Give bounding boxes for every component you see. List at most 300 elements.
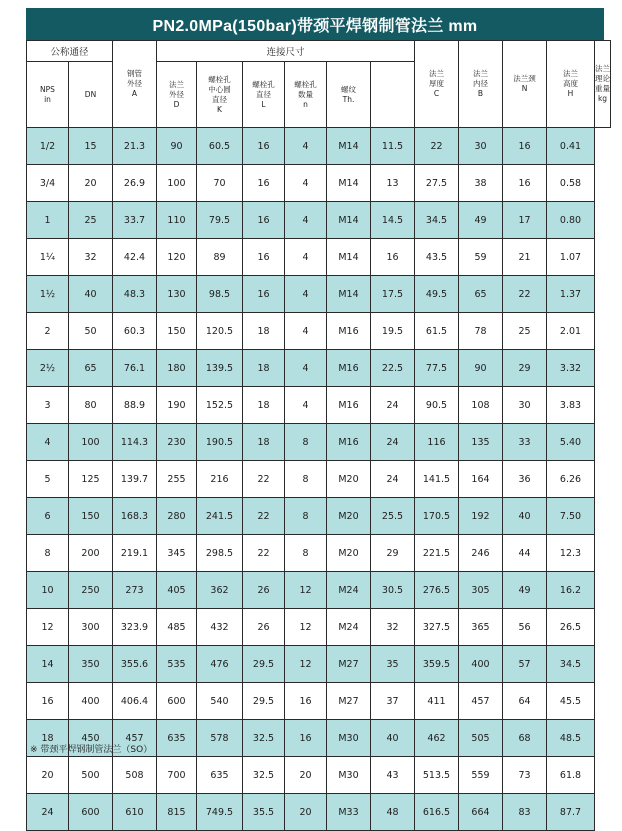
cell-h: 30 [503, 387, 547, 424]
cell-l: 18 [243, 387, 285, 424]
cell-b: 276.5 [415, 572, 459, 609]
cell-l: 32.5 [243, 720, 285, 757]
cell-k: 241.5 [197, 498, 243, 535]
cell-nps: 18 [27, 720, 69, 757]
cell-b: 616.5 [415, 794, 459, 831]
cell-b: 411 [415, 683, 459, 720]
cell-b: 43.5 [415, 239, 459, 276]
cell-a: 21.3 [113, 128, 157, 165]
cell-neck: 30 [459, 128, 503, 165]
table-row [27, 572, 611, 609]
header-line: 法兰 [429, 69, 444, 78]
cell-th: M24 [327, 609, 371, 646]
table-row [27, 387, 611, 424]
cell-c: 16 [371, 239, 415, 276]
cell-b: 22 [415, 128, 459, 165]
cell-neck: 664 [459, 794, 503, 831]
cell-a: 610 [113, 794, 157, 831]
cell-k: 216 [197, 461, 243, 498]
cell-k: 578 [197, 720, 243, 757]
table-row [27, 683, 611, 720]
cell-k: 298.5 [197, 535, 243, 572]
cell-a: 219.1 [113, 535, 157, 572]
cell-c: 30.5 [371, 572, 415, 609]
cell-b: 34.5 [415, 202, 459, 239]
table-row [27, 276, 611, 313]
header-line: H [567, 89, 574, 98]
table-title: PN2.0MPa(150bar)带颈平焊钢制管法兰 mm [26, 8, 604, 40]
cell-dn: 32 [69, 239, 113, 276]
cell-b: 513.5 [415, 757, 459, 794]
cell-th: M20 [327, 498, 371, 535]
cell-dn: 40 [69, 276, 113, 313]
cell-b: 327.5 [415, 609, 459, 646]
cell-w: 16.2 [547, 572, 595, 609]
cell-dn: 400 [69, 683, 113, 720]
cell-b: 90.5 [415, 387, 459, 424]
cell-nps: 12 [27, 609, 69, 646]
header-line: 直径 [212, 94, 227, 104]
cell-neck: 59 [459, 239, 503, 276]
cell-th: M16 [327, 387, 371, 424]
cell-h: 49 [503, 572, 547, 609]
cell-n: 16 [285, 720, 327, 757]
cell-neck: 135 [459, 424, 503, 461]
header-line: n [303, 99, 308, 109]
cell-dn: 300 [69, 609, 113, 646]
cell-dn: 50 [69, 313, 113, 350]
cell-d: 100 [157, 165, 197, 202]
cell-a: 508 [113, 757, 157, 794]
cell-l: 16 [243, 239, 285, 276]
table-row [27, 128, 611, 165]
cell-d: 255 [157, 461, 197, 498]
header-flange-thickness [415, 41, 459, 128]
cell-nps: 8 [27, 535, 69, 572]
cell-l: 35.5 [243, 794, 285, 831]
cell-a: 355.6 [113, 646, 157, 683]
cell-neck: 246 [459, 535, 503, 572]
cell-c: 24 [371, 424, 415, 461]
table-row [27, 165, 611, 202]
cell-l: 22 [243, 498, 285, 535]
cell-dn: 100 [69, 424, 113, 461]
cell-n: 4 [285, 239, 327, 276]
cell-k: 362 [197, 572, 243, 609]
cell-dn: 500 [69, 757, 113, 794]
cell-neck: 457 [459, 683, 503, 720]
header-line: 直径 [256, 89, 271, 99]
cell-h: 29 [503, 350, 547, 387]
cell-l: 18 [243, 313, 285, 350]
cell-l: 16 [243, 165, 285, 202]
cell-nps: 1/2 [27, 128, 69, 165]
header-line: 螺栓孔 [294, 79, 317, 89]
header-line: 法兰 [169, 79, 184, 89]
footnote: ※ 带颈平焊钢制管法兰（SO） [30, 745, 153, 755]
cell-d: 150 [157, 313, 197, 350]
cell-l: 26 [243, 572, 285, 609]
cell-a: 139.7 [113, 461, 157, 498]
cell-w: 5.40 [547, 424, 595, 461]
cell-w: 3.32 [547, 350, 595, 387]
cell-c: 29 [371, 535, 415, 572]
header-line: Th. [342, 94, 355, 104]
cell-nps: 1½ [27, 276, 69, 313]
header-bolt-circle [197, 62, 243, 128]
cell-n: 4 [285, 128, 327, 165]
cell-a: 76.1 [113, 350, 157, 387]
cell-w: 1.07 [547, 239, 595, 276]
header-line: A [131, 89, 138, 98]
header-line: 重量 [595, 84, 610, 93]
cell-neck: 305 [459, 572, 503, 609]
cell-d: 280 [157, 498, 197, 535]
cell-l: 22 [243, 535, 285, 572]
cell-h: 56 [503, 609, 547, 646]
cell-l: 18 [243, 424, 285, 461]
cell-a: 273 [113, 572, 157, 609]
cell-k: 432 [197, 609, 243, 646]
cell-h: 17 [503, 202, 547, 239]
cell-n: 16 [285, 683, 327, 720]
cell-l: 32.5 [243, 757, 285, 794]
cell-nps: 5 [27, 461, 69, 498]
cell-neck: 365 [459, 609, 503, 646]
table-row [27, 202, 611, 239]
header-line: 螺栓孔 [208, 74, 231, 84]
cell-nps: 24 [27, 794, 69, 831]
cell-w: 0.80 [547, 202, 595, 239]
cell-h: 44 [503, 535, 547, 572]
cell-l: 16 [243, 202, 285, 239]
cell-th: M14 [327, 202, 371, 239]
cell-h: 68 [503, 720, 547, 757]
cell-c: 14.5 [371, 202, 415, 239]
cell-b: 61.5 [415, 313, 459, 350]
cell-dn: 150 [69, 498, 113, 535]
cell-th: M16 [327, 350, 371, 387]
cell-nps: 1 [27, 202, 69, 239]
cell-c: 48 [371, 794, 415, 831]
cell-d: 535 [157, 646, 197, 683]
header-line: 外径 [169, 89, 184, 99]
header-line: 理论 [595, 74, 610, 83]
table-row [27, 794, 611, 831]
cell-th: M14 [327, 239, 371, 276]
cell-neck: 65 [459, 276, 503, 313]
cell-n: 12 [285, 609, 327, 646]
cell-th: M16 [327, 424, 371, 461]
cell-a: 42.4 [113, 239, 157, 276]
cell-dn: 65 [69, 350, 113, 387]
cell-nps: 3/4 [27, 165, 69, 202]
cell-d: 815 [157, 794, 197, 831]
cell-th: M24 [327, 572, 371, 609]
cell-neck: 505 [459, 720, 503, 757]
cell-d: 130 [157, 276, 197, 313]
header-thread [327, 62, 371, 128]
cell-n: 4 [285, 165, 327, 202]
header-flange-neck [503, 41, 547, 128]
cell-w: 6.26 [547, 461, 595, 498]
cell-h: 25 [503, 313, 547, 350]
table-row [27, 498, 611, 535]
table-row [27, 461, 611, 498]
cell-th: M33 [327, 794, 371, 831]
header-flange-height [547, 41, 595, 128]
header-line: K [217, 104, 222, 114]
cell-neck: 400 [459, 646, 503, 683]
cell-d: 485 [157, 609, 197, 646]
cell-k: 540 [197, 683, 243, 720]
cell-n: 4 [285, 350, 327, 387]
cell-th: M27 [327, 646, 371, 683]
cell-h: 36 [503, 461, 547, 498]
cell-a: 88.9 [113, 387, 157, 424]
header-line: 螺栓孔 [252, 79, 275, 89]
header-nominal-size: 公称通径 [27, 41, 113, 62]
cell-n: 8 [285, 498, 327, 535]
cell-c: 22.5 [371, 350, 415, 387]
header-line: 法兰 [563, 69, 578, 78]
flange-dimension-table [26, 40, 611, 831]
table-row [27, 313, 611, 350]
table-row [27, 424, 611, 461]
header-flange-inner-dia [459, 41, 503, 128]
cell-w: 7.50 [547, 498, 595, 535]
cell-th: M16 [327, 313, 371, 350]
cell-th: M14 [327, 165, 371, 202]
cell-h: 33 [503, 424, 547, 461]
cell-l: 18 [243, 350, 285, 387]
cell-d: 345 [157, 535, 197, 572]
header-pipe-od [113, 41, 157, 128]
cell-b: 27.5 [415, 165, 459, 202]
cell-b: 221.5 [415, 535, 459, 572]
cell-n: 12 [285, 572, 327, 609]
cell-c: 24 [371, 461, 415, 498]
cell-k: 635 [197, 757, 243, 794]
cell-nps: 10 [27, 572, 69, 609]
cell-d: 600 [157, 683, 197, 720]
cell-w: 3.83 [547, 387, 595, 424]
header-flange-od [157, 62, 197, 128]
cell-neck: 559 [459, 757, 503, 794]
cell-h: 21 [503, 239, 547, 276]
cell-b: 77.5 [415, 350, 459, 387]
cell-th: M14 [327, 128, 371, 165]
cell-n: 4 [285, 313, 327, 350]
cell-dn: 350 [69, 646, 113, 683]
cell-nps: 6 [27, 498, 69, 535]
cell-th: M30 [327, 720, 371, 757]
cell-dn: 125 [69, 461, 113, 498]
table-row [27, 239, 611, 276]
cell-dn: 20 [69, 165, 113, 202]
cell-neck: 164 [459, 461, 503, 498]
cell-th: M20 [327, 535, 371, 572]
cell-d: 120 [157, 239, 197, 276]
header-line: kg [597, 94, 608, 103]
cell-h: 73 [503, 757, 547, 794]
header-line: 厚度 [429, 79, 444, 88]
cell-dn: 25 [69, 202, 113, 239]
header-nps [27, 62, 69, 128]
cell-a: 457 [113, 720, 157, 757]
header-line: in [44, 94, 51, 104]
cell-nps: 3 [27, 387, 69, 424]
cell-k: 60.5 [197, 128, 243, 165]
cell-a: 33.7 [113, 202, 157, 239]
cell-dn: 250 [69, 572, 113, 609]
cell-h: 16 [503, 128, 547, 165]
cell-c: 37 [371, 683, 415, 720]
cell-k: 98.5 [197, 276, 243, 313]
cell-nps: 4 [27, 424, 69, 461]
cell-nps: 20 [27, 757, 69, 794]
cell-k: 476 [197, 646, 243, 683]
cell-a: 323.9 [113, 609, 157, 646]
cell-w: 1.37 [547, 276, 595, 313]
cell-l: 16 [243, 128, 285, 165]
cell-w: 0.41 [547, 128, 595, 165]
table-row [27, 609, 611, 646]
cell-c: 43 [371, 757, 415, 794]
cell-k: 89 [197, 239, 243, 276]
cell-d: 405 [157, 572, 197, 609]
cell-c: 32 [371, 609, 415, 646]
cell-w: 2.01 [547, 313, 595, 350]
cell-n: 20 [285, 794, 327, 831]
cell-dn: 600 [69, 794, 113, 831]
cell-d: 635 [157, 720, 197, 757]
header-line: L [261, 99, 266, 109]
cell-neck: 78 [459, 313, 503, 350]
header-line: D [173, 99, 180, 109]
header-line: 螺纹 [341, 84, 356, 94]
cell-th: M14 [327, 276, 371, 313]
cell-a: 48.3 [113, 276, 157, 313]
cell-b: 170.5 [415, 498, 459, 535]
cell-c: 11.5 [371, 128, 415, 165]
header-line: C [433, 89, 440, 98]
cell-neck: 38 [459, 165, 503, 202]
cell-neck: 90 [459, 350, 503, 387]
cell-nps: 1¼ [27, 239, 69, 276]
cell-h: 57 [503, 646, 547, 683]
cell-c: 13 [371, 165, 415, 202]
cell-w: 26.5 [547, 609, 595, 646]
cell-a: 406.4 [113, 683, 157, 720]
header-line: 法兰 [473, 69, 488, 78]
cell-n: 12 [285, 646, 327, 683]
cell-c: 24 [371, 387, 415, 424]
header-line: N [521, 84, 528, 93]
cell-dn: 80 [69, 387, 113, 424]
cell-h: 64 [503, 683, 547, 720]
cell-n: 8 [285, 461, 327, 498]
cell-th: M27 [327, 683, 371, 720]
cell-h: 83 [503, 794, 547, 831]
cell-l: 16 [243, 276, 285, 313]
cell-w: 61.8 [547, 757, 595, 794]
table-row [27, 350, 611, 387]
cell-l: 29.5 [243, 646, 285, 683]
cell-c: 40 [371, 720, 415, 757]
cell-a: 26.9 [113, 165, 157, 202]
header-line: 外径 [127, 79, 142, 88]
cell-a: 168.3 [113, 498, 157, 535]
cell-l: 29.5 [243, 683, 285, 720]
cell-n: 8 [285, 535, 327, 572]
cell-th: M20 [327, 461, 371, 498]
header-bolt-hole [243, 62, 285, 128]
header-line: DN [84, 89, 97, 99]
header-bolt-count [285, 62, 327, 128]
cell-h: 16 [503, 165, 547, 202]
cell-w: 87.7 [547, 794, 595, 831]
cell-a: 60.3 [113, 313, 157, 350]
cell-d: 190 [157, 387, 197, 424]
cell-c: 25.5 [371, 498, 415, 535]
cell-k: 190.5 [197, 424, 243, 461]
cell-a: 114.3 [113, 424, 157, 461]
cell-w: 48.5 [547, 720, 595, 757]
cell-dn: 15 [69, 128, 113, 165]
cell-dn: 450 [69, 720, 113, 757]
cell-d: 180 [157, 350, 197, 387]
header-line: 法兰 [595, 64, 610, 73]
table-row [27, 646, 611, 683]
cell-d: 700 [157, 757, 197, 794]
cell-neck: 108 [459, 387, 503, 424]
header-line: 内径 [473, 79, 488, 88]
cell-k: 152.5 [197, 387, 243, 424]
cell-n: 8 [285, 424, 327, 461]
cell-nps: 2½ [27, 350, 69, 387]
header-connection-dims: 连接尺寸 [157, 41, 415, 62]
cell-n: 20 [285, 757, 327, 794]
cell-c: 35 [371, 646, 415, 683]
cell-n: 4 [285, 387, 327, 424]
cell-neck: 192 [459, 498, 503, 535]
cell-l: 22 [243, 461, 285, 498]
header-line: NPS [40, 84, 55, 94]
cell-h: 22 [503, 276, 547, 313]
cell-k: 139.5 [197, 350, 243, 387]
cell-n: 4 [285, 202, 327, 239]
table-row [27, 535, 611, 572]
cell-nps: 16 [27, 683, 69, 720]
header-line: 中心圆 [208, 84, 231, 94]
cell-h: 40 [503, 498, 547, 535]
cell-b: 359.5 [415, 646, 459, 683]
cell-b: 116 [415, 424, 459, 461]
header-dn [69, 62, 113, 128]
cell-b: 462 [415, 720, 459, 757]
header-line: 数量 [298, 89, 313, 99]
header-line: 钢管 [127, 69, 142, 78]
cell-k: 120.5 [197, 313, 243, 350]
cell-w: 45.5 [547, 683, 595, 720]
cell-dn: 200 [69, 535, 113, 572]
cell-b: 141.5 [415, 461, 459, 498]
cell-w: 0.58 [547, 165, 595, 202]
cell-w: 12.3 [547, 535, 595, 572]
cell-neck: 49 [459, 202, 503, 239]
header-line: 高度 [563, 79, 578, 88]
